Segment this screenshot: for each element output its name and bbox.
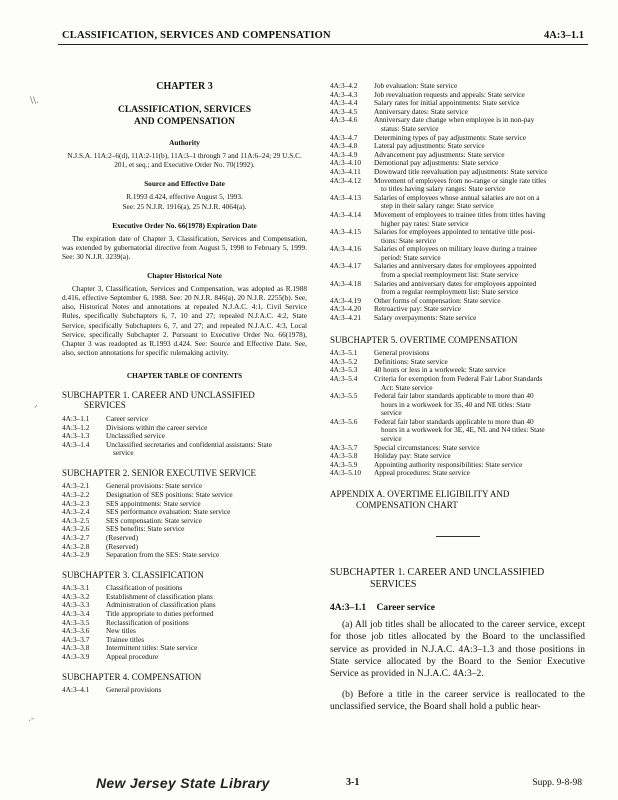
left-column xyxy=(62,82,307,695)
toc-rule-row xyxy=(330,392,585,418)
toc-rule-row xyxy=(330,280,585,297)
toc-rule-title-text: Salaries and anniversary dates for employees appointed xyxy=(374,278,537,288)
toc-rule-row xyxy=(330,444,585,453)
toc-rule-title-text: SES performance evaluation: State service xyxy=(106,507,231,517)
toc-subchapter-title-line1: SUBCHAPTER 2. SENIOR EXECUTIVE SERVICE xyxy=(62,467,257,478)
toc-rule-title-text: Job evaluation: State service xyxy=(374,81,458,90)
toc-rule-number: 4A:3–2.5 xyxy=(62,515,90,525)
toc-rule-title-text: Determining types of pay adjustments: State service xyxy=(374,132,526,142)
toc-rule-row xyxy=(330,349,585,358)
toc-rule-number: 4A:3–5.7 xyxy=(330,442,358,452)
toc-rule-title-text: Reclassification of positions xyxy=(106,617,189,627)
toc-rule-number: 4A:3–5.5 xyxy=(330,391,358,401)
subchapter4-rule-list xyxy=(330,82,585,323)
rule-paragraph-b: (b) Before a title in the career service is reallocated to the unclassified service, the Board shall hold a public hear- xyxy=(330,690,585,713)
toc-rule-title-text: SES appointments: State service xyxy=(106,498,201,508)
toc-rule-number: 4A:3–3.9 xyxy=(62,652,90,662)
toc-rule-row xyxy=(330,314,585,323)
toc-rule-number: 4A:3–3.7 xyxy=(62,634,90,644)
toc-rule-row xyxy=(62,424,307,433)
toc-rule-title xyxy=(106,619,307,628)
toc-rule-number: 4A:3–4.12 xyxy=(330,175,362,185)
toc-rule-title-text: Salary overpayments: State service xyxy=(374,313,477,323)
toc-rule-number: 4A:3–2.3 xyxy=(62,498,90,508)
toc-rule-number: 4A:3–4.2 xyxy=(330,81,358,90)
toc-rule-number: 4A:3–4.14 xyxy=(330,209,362,219)
toc-subchapter-title xyxy=(62,390,307,411)
toc-rule-title-continuation: service xyxy=(381,434,402,444)
table-of-contents xyxy=(62,390,307,695)
toc-rule-title-text: (Reserved) xyxy=(106,541,139,551)
toc-rule-number: 4A:3–4.1 xyxy=(62,685,90,695)
toc-rule-title-text: SES benefits: State service xyxy=(106,524,185,534)
toc-rule-number: 4A:3–3.3 xyxy=(62,600,90,610)
toc-rule-number: 4A:3–4.9 xyxy=(330,149,358,159)
toc-rule-number: 4A:3–5.2 xyxy=(330,356,358,366)
toc-rule-number: 4A:3–2.8 xyxy=(62,541,90,551)
expiration-text: The expiration date of Chapter 3, Classification, Services and Compensation, was extended by gubernatorial directive from August 5, 1998 to February 5, 1999. See: 30 N.J.R. 3239(a). xyxy=(62,233,307,261)
toc-rule-row xyxy=(62,525,307,534)
toc-rule-number: 4A:3–4.3 xyxy=(330,89,358,99)
toc-rule-list xyxy=(62,482,307,559)
toc-rule-title-text: Career service xyxy=(106,413,148,423)
toc-rule-title-text: Salaries and anniversary dates for employees appointed xyxy=(374,261,537,271)
toc-rule-title-continuation: Act: State service xyxy=(381,382,433,392)
toc-rule-number: 4A:3–3.8 xyxy=(62,643,90,653)
toc-rule-row xyxy=(330,262,585,279)
toc-rule-row xyxy=(330,116,585,133)
toc-rule-title-text: Holiday pay: State service xyxy=(374,451,451,461)
toc-rule-number: 4A:3–5.6 xyxy=(330,416,358,426)
toc-rule-title-text: Appeal procedures: State service xyxy=(374,468,470,478)
toc-rule-number: 4A:3–5.10 xyxy=(330,468,362,478)
toc-rule-row xyxy=(62,653,307,662)
subchapter5-title: SUBCHAPTER 5. OVERTIME COMPENSATION xyxy=(330,334,518,345)
toc-rule-title-text: Salaries for employees appointed to tentative title posi- xyxy=(374,227,536,237)
toc-rule-number: 4A:3–3.2 xyxy=(62,591,90,601)
scan-mark: .- xyxy=(28,714,35,724)
toc-rule-title xyxy=(374,211,585,228)
toc-rule-row xyxy=(62,619,307,628)
toc-rule-title-text: 40 hours or less in a workweek: State service xyxy=(374,365,506,375)
toc-rule-list xyxy=(62,686,307,695)
toc-rule-row xyxy=(330,194,585,211)
toc-rule-title-text: Title appropriate to duties performed xyxy=(106,609,214,619)
toc-rule-title-text: Separation from the SES: State service xyxy=(106,550,220,560)
source-heading: Source and Effective Date xyxy=(144,179,225,189)
body-subchapter-title xyxy=(330,567,585,591)
page-number: 3-1 xyxy=(346,777,360,788)
toc-rule-number: 4A:3–5.9 xyxy=(330,459,358,469)
toc-rule-title xyxy=(106,653,307,662)
toc-rule-number: 4A:3–4.20 xyxy=(330,304,362,314)
toc-rule-title-text: Classification of positions xyxy=(106,583,183,593)
chapter-label: CHAPTER 3 xyxy=(156,81,213,92)
toc-subchapter-title-line2: SERVICES xyxy=(84,400,126,411)
toc-rule-title-text: General provisions: State service xyxy=(106,481,203,491)
toc-rule-row xyxy=(330,245,585,262)
toc-rule-number: 4A:3–4.15 xyxy=(330,227,362,237)
toc-rule-title-continuation: from a regular reemployment list: State service xyxy=(381,287,519,297)
toc-rule-number: 4A:3–5.3 xyxy=(330,365,358,375)
toc-rule-title-continuation: service xyxy=(113,448,134,458)
toc-rule-number: 4A:3–1.3 xyxy=(62,431,90,441)
toc-rule-row xyxy=(62,627,307,636)
toc-rule-title-text: Definitions: State service xyxy=(374,356,448,366)
toc-rule-title xyxy=(374,418,585,444)
toc-rule-number: 4A:3–3.1 xyxy=(62,583,90,593)
toc-subchapter-title xyxy=(62,468,307,479)
scan-mark: ᐟ xyxy=(34,404,38,414)
toc-rule-number: 4A:3–4.10 xyxy=(330,158,362,168)
toc-rule-number: 4A:3–3.4 xyxy=(62,609,90,619)
toc-heading: CHAPTER TABLE OF CONTENTS xyxy=(126,370,243,380)
toc-rule-title xyxy=(106,441,307,458)
toc-rule-number: 4A:3–1.2 xyxy=(62,422,90,432)
toc-rule-number: 4A:3–1.4 xyxy=(62,439,90,449)
toc-rule-number: 4A:3–4.13 xyxy=(330,192,362,202)
scan-mark: \\. xyxy=(30,96,39,106)
toc-rule-number: 4A:3–4.6 xyxy=(330,115,358,125)
toc-rule-title-text: Special circumstances: State service xyxy=(374,442,480,452)
toc-rule-number: 4A:3–3.5 xyxy=(62,617,90,627)
toc-rule-title xyxy=(374,194,585,211)
subchapter5-rule-list xyxy=(330,349,585,478)
right-column xyxy=(330,82,585,723)
toc-rule-title-text: New titles xyxy=(106,626,136,636)
toc-rule-number: 4A:3–4.19 xyxy=(330,295,362,305)
toc-rule-list xyxy=(62,584,307,661)
toc-subchapter-title xyxy=(62,672,307,683)
toc-rule-row xyxy=(330,211,585,228)
toc-rule-title-continuation: hours in a workweek for 3E, 4E, NL and N4 titles: State xyxy=(381,425,545,435)
toc-rule-number: 4A:3–4.8 xyxy=(330,141,358,151)
toc-rule-title xyxy=(374,245,585,262)
running-header-section: 4A:3–1.1 xyxy=(544,30,584,41)
toc-rule-row xyxy=(330,228,585,245)
source-line1: R.1993 d.424, effective August 5, 1993. xyxy=(126,192,243,202)
toc-rule-title-text: Downward title reevaluation pay adjustments: State service xyxy=(374,166,548,176)
toc-rule-row xyxy=(330,177,585,194)
chapter-title-line2: AND COMPENSATION xyxy=(134,117,235,128)
appendix-title-line2: COMPENSATION CHART xyxy=(356,499,458,510)
toc-rule-title xyxy=(374,116,585,133)
toc-rule-title-text: Intermittent titles: State service xyxy=(106,643,198,653)
toc-rule-title-text: Anniversary date change when employee is in non-pay xyxy=(374,115,535,125)
toc-rule-title-text: Movement of employees to trainee titles from titles having xyxy=(374,209,546,219)
toc-subchapter-title-line1: SUBCHAPTER 1. CAREER AND UNCLASSIFIED xyxy=(62,389,255,400)
toc-rule-title-continuation: status: State service xyxy=(381,123,439,133)
toc-subchapter-title-line1: SUBCHAPTER 4. COMPENSATION xyxy=(62,671,202,682)
rule-paragraph-a: (a) All job titles shall be allocated to the career service, except for those job titles allocated by the Board to the unclassified service as provided in N.J.A.C. 4A:3–1.3 and those positions in State service allocated by the Board to the Senior Executive Service as provided in N.J.A.C. 4A:3–2. xyxy=(330,620,585,679)
toc-rule-title-text: Movement of employees from no-range or single rate titles xyxy=(374,175,547,185)
toc-rule-row xyxy=(330,418,585,444)
toc-rule-title-text: Divisions within the career service xyxy=(106,422,208,432)
chapter-title-line1: CLASSIFICATION, SERVICES xyxy=(117,105,252,116)
rule-heading xyxy=(330,604,585,613)
toc-rule-number: 4A:3–5.4 xyxy=(330,373,358,383)
body-subchapter-title-line1: SUBCHAPTER 1. CAREER AND UNCLASSIFIED xyxy=(330,567,545,579)
toc-rule-title xyxy=(374,280,585,297)
toc-rule-title-text: Salaries of employees on military leave during a trainee xyxy=(374,244,537,254)
toc-rule-title-continuation: higher pay rates: State service xyxy=(381,218,469,228)
section-divider xyxy=(436,536,480,537)
toc-rule-number: 4A:3–2.7 xyxy=(62,533,90,542)
toc-rule-title-text: Designation of SES positions: State service xyxy=(106,490,233,500)
toc-rule-number: 4A:3–2.6 xyxy=(62,524,90,534)
toc-rule-title-text: Advancement pay adjustments: State service xyxy=(374,149,505,159)
toc-rule-title-text: Criteria for exemption from Federal Fair Labor Standards xyxy=(374,373,543,383)
toc-rule-title xyxy=(374,469,585,478)
toc-rule-number: 4A:3–3.6 xyxy=(62,626,90,636)
toc-rule-number: 4A:3–4.4 xyxy=(330,98,358,108)
toc-rule-title-text: Other forms of compensation: State service xyxy=(374,295,501,305)
toc-rule-number: 4A:3–4.7 xyxy=(330,132,358,142)
toc-rule-title-continuation: service xyxy=(381,408,402,418)
toc-rule-title-text: Salary rates for initial appointments: State service xyxy=(374,98,520,108)
toc-subchapter-title-line1: SUBCHAPTER 3. CLASSIFICATION xyxy=(62,569,204,580)
toc-rule-number: 4A:3–5.1 xyxy=(330,348,358,358)
toc-rule-title-text: Salaries of employees whose annual salaries are not on a xyxy=(374,192,540,202)
toc-rule-title-text: General provisions xyxy=(106,685,162,695)
library-stamp: New Jersey State Library xyxy=(96,775,270,791)
authority-text: N.J.S.A. 11A:2–6(d), 11A:2-11(b), 11A:3–1 through 7 and 11A:6–24; 29 U.S.C. 201, et seq.; and Executive Order No. 70(1992). xyxy=(67,151,302,170)
rule-heading-title: Career service xyxy=(376,603,435,614)
toc-rule-title xyxy=(374,392,585,418)
toc-rule-number: 4A:3–4.16 xyxy=(330,244,362,254)
toc-rule-row xyxy=(330,469,585,478)
toc-rule-number: 4A:3–2.4 xyxy=(62,507,90,517)
toc-rule-title-continuation: hours in a workweek for 35, 40 and NE titles: State xyxy=(381,399,531,409)
appendix-title-line1: APPENDIX A. OVERTIME ELIGIBILITY AND xyxy=(330,489,510,500)
running-header-title: CLASSIFICATION, SERVICES AND COMPENSATION xyxy=(62,30,331,41)
toc-rule-title-continuation: tions: State service xyxy=(381,235,437,245)
toc-rule-title-text: Demotional pay adjustments: State service xyxy=(374,158,499,168)
toc-rule-title-text: Administration of classification plans xyxy=(106,600,216,610)
toc-rule-title-text: General provisions xyxy=(374,348,430,358)
toc-rule-title-text: Establishment of classification plans xyxy=(106,591,213,601)
rule-heading-number: 4A:3–1.1 xyxy=(330,603,367,614)
toc-rule-title xyxy=(374,375,585,392)
supplement-date: Supp. 9-8-98 xyxy=(532,778,582,788)
toc-rule-number: 4A:3–2.9 xyxy=(62,550,90,560)
authority-heading: Authority xyxy=(169,138,200,148)
body-subchapter-title-line2: SERVICES xyxy=(370,579,417,591)
toc-rule-number: 4A:3–4.11 xyxy=(330,166,361,176)
toc-rule-title xyxy=(106,551,307,560)
toc-rule-row xyxy=(62,644,307,653)
source-line2: See: 25 N.J.R. 1916(a), 25 N.J.R. 4064(a). xyxy=(122,201,247,211)
toc-rule-number: 4A:3–4.18 xyxy=(330,278,362,288)
toc-rule-number: 4A:3–4.21 xyxy=(330,313,362,323)
toc-rule-number: 4A:3–5.8 xyxy=(330,451,358,461)
toc-rule-title-text: Unclassified secretaries and confidential assistants: State xyxy=(106,439,272,449)
toc-rule-title xyxy=(374,228,585,245)
toc-subchapter-title xyxy=(62,570,307,581)
toc-rule-title-text: Trainee titles xyxy=(106,634,145,644)
toc-rule-title-text: (Reserved) xyxy=(106,533,139,542)
toc-rule-title-text: Job reevaluation requests and appeals: State service xyxy=(374,89,525,99)
header-rule xyxy=(58,44,588,45)
toc-rule-number: 4A:3–4.17 xyxy=(330,261,362,271)
toc-rule-title-text: Federal fair labor standards applicable to more than 40 xyxy=(374,416,534,426)
toc-rule-title-continuation: to titles having salary ranges: State service xyxy=(381,184,506,194)
toc-rule-title xyxy=(374,177,585,194)
toc-rule-title xyxy=(374,314,585,323)
toc-rule-title-text: Federal fair labor standards applicable to more than 40 xyxy=(374,391,534,401)
toc-rule-title-text: Retroactive pay: State service xyxy=(374,304,461,314)
toc-rule-row xyxy=(330,375,585,392)
toc-rule-number: 4A:3–4.5 xyxy=(330,106,358,116)
toc-rule-row xyxy=(62,534,307,543)
toc-rule-title-continuation: step in their salary range: State service xyxy=(381,201,494,211)
toc-rule-row xyxy=(62,686,307,695)
toc-rule-title-text: SES compensation: State service xyxy=(106,515,202,525)
toc-rule-title-text: Lateral pay adjustments: State service xyxy=(374,141,485,151)
toc-rule-title-text: Anniversary dates: State service xyxy=(374,106,468,116)
toc-rule-title xyxy=(374,262,585,279)
toc-rule-title-text: Appointing authority responsibilities: State service xyxy=(374,459,523,469)
history-text: Chapter 3, Classification, Services and Compensation, was adopted as R.1988 d.416, effective September 6, 1988. See: 20 N.J.R. 846(a), 20 N.J.R. 2255(b). See, also, Historical Notes and annotations at repealed N.J.A.C. 4:1, Civil Service Rules, specifically Subchapters 6, 7, 10 and 27; repealed N.J.A.C. 4:2, State Service, specifically Subchapters 6, 7, and 27; and repealed N.J.A.C. 4:3, Local Service, specifically Subchapter 2. Pursuant to Executive Order No. 66(1978), Chapter 3 was readopted as R.1993 d.424. See: Source and Effective Date. See, also, section annotations for specific rulemaking activity. xyxy=(62,284,307,357)
toc-rule-title-text: Appeal procedure xyxy=(106,652,159,662)
toc-rule-title-text: Unclassified service xyxy=(106,431,165,441)
appendix-title xyxy=(330,489,585,510)
toc-rule-number: 4A:3–2.2 xyxy=(62,490,90,500)
toc-rule-row xyxy=(62,517,307,526)
toc-rule-title-continuation: from a special reemployment list: State service xyxy=(381,270,518,280)
toc-rule-row xyxy=(62,551,307,560)
toc-rule-title-continuation: period: State service xyxy=(381,252,441,262)
toc-rule-number: 4A:3–1.1 xyxy=(62,413,90,423)
toc-rule-list xyxy=(62,415,307,458)
toc-rule-title xyxy=(106,686,307,695)
expiration-heading: Executive Order No. 66(1978) Expiration Date xyxy=(112,220,257,230)
history-heading: Chapter Historical Note xyxy=(147,271,222,281)
toc-rule-number: 4A:3–2.1 xyxy=(62,481,90,491)
toc-rule-row xyxy=(62,441,307,458)
